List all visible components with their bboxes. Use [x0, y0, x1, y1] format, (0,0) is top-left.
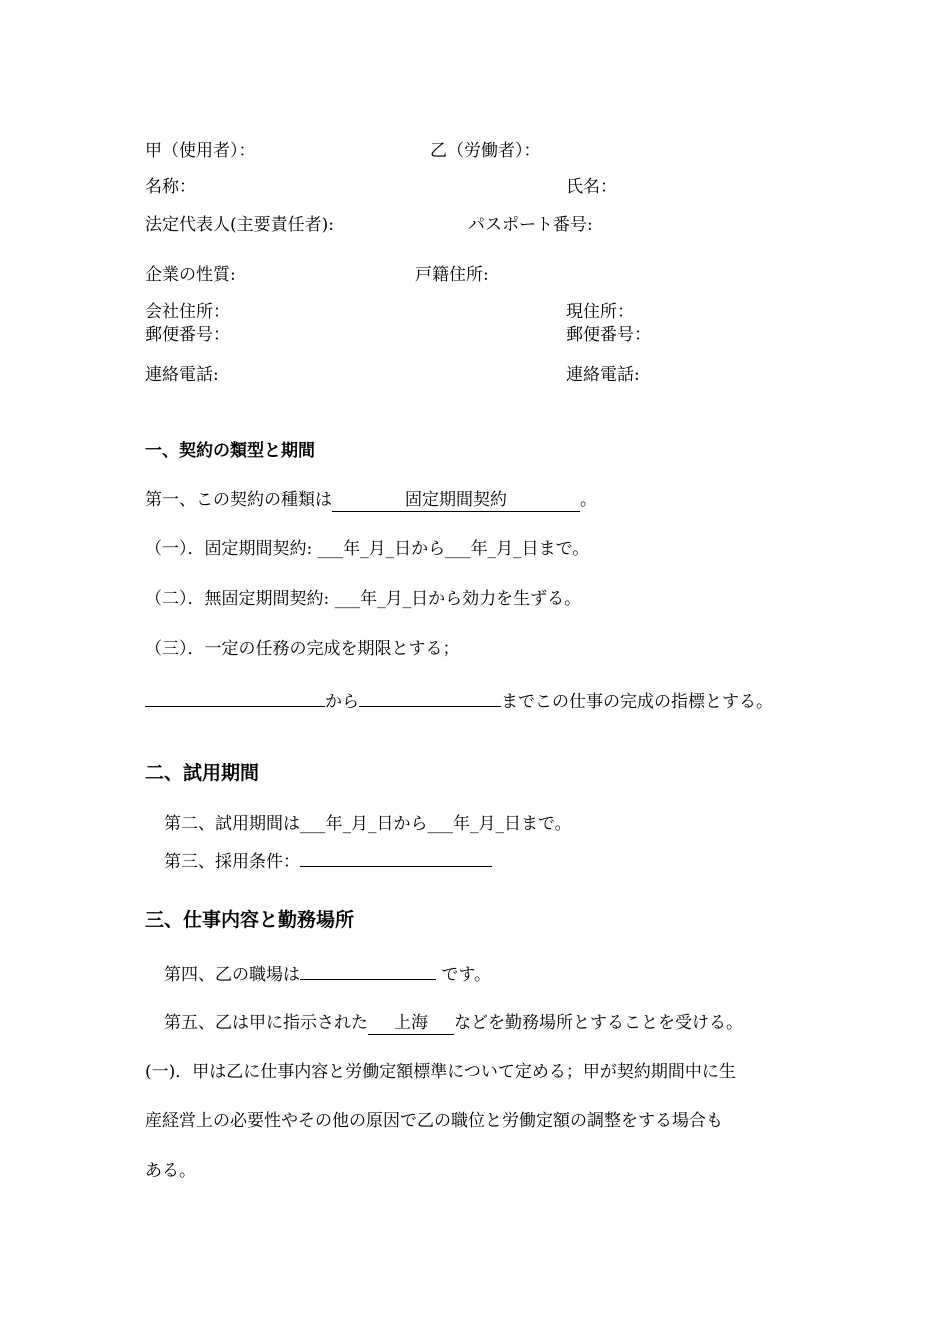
section-2-heading: 二、試用期間 [145, 762, 260, 784]
company-address-label: 会社住所： [145, 302, 230, 322]
contract-type-field: 固定期間契約 [332, 489, 580, 512]
representative-label: 法定代表人(主要責任者): [145, 215, 334, 235]
article-4-suffix: です。 [441, 965, 492, 985]
section-1-heading: 一、契約の類型と期間 [145, 441, 315, 461]
domicile-label: 戸籍住所: [415, 265, 489, 285]
article-5-prefix: 第五、乙は甲に指示された [164, 1013, 368, 1033]
name-a-label: 名称： [145, 177, 196, 197]
workplace-blank [300, 961, 436, 980]
article-1-prefix: 第一、この契約の種類は [145, 490, 332, 510]
task-start-blank [145, 688, 325, 707]
current-address-label: 現住所： [566, 302, 634, 322]
article-2: 第二、試用期間は___年_月_日から___年_月_日まで。 [164, 814, 572, 834]
article-5 [164, 1012, 743, 1035]
enterprise-nature-label: 企業の性質: [145, 265, 236, 285]
article-1 [145, 489, 597, 512]
postal-code-a-label: 郵便番号： [145, 325, 230, 345]
postal-code-b-label: 郵便番号： [566, 325, 651, 345]
task-to-text: までこの仕事の完成の指標とする。 [501, 692, 773, 712]
hiring-conditions-blank [300, 848, 492, 867]
paragraph-line-2: 産経営上の必要性やその他の原因で乙の職位と労働定額の調整をする場合も [145, 1111, 723, 1131]
name-b-label: 氏名： [566, 177, 617, 197]
party-b-label: 乙（労働者）： [430, 141, 541, 161]
paragraph-line-3: ある。 [145, 1161, 196, 1181]
article-3 [164, 848, 492, 873]
work-location-field: 上海 [368, 1012, 454, 1035]
article-5-suffix: などを勤務場所とすることを受ける。 [454, 1013, 743, 1033]
party-a-label: 甲（使用者）： [145, 141, 256, 161]
passport-label: パスポート番号: [468, 215, 593, 235]
item-open-term: （二）．無固定期間契約: ___年_月_日から効力を生ずる。 [145, 589, 582, 609]
article-4 [164, 961, 491, 986]
item-task-term: （三）．一定の任務の完成を期限とする； [145, 639, 460, 659]
phone-b-label: 連絡電話: [566, 365, 640, 385]
section-3-heading: 三、仕事内容と勤務場所 [145, 909, 355, 931]
item-fixed-term: （一）．固定期間契約: ___年_月_日から___年_月_日まで。 [145, 539, 590, 559]
task-period-line [145, 688, 773, 713]
phone-a-label: 連絡電話: [145, 365, 219, 385]
task-from-text: から [325, 692, 359, 712]
article-1-suffix: 。 [580, 490, 597, 510]
article-4-prefix: 第四、乙の職場は [164, 965, 300, 985]
article-3-label: 第三、採用条件： [164, 852, 300, 872]
paragraph-line-1: (一)．甲は乙に仕事内容と労働定額標準について定める；甲が契約期間中に生 [145, 1062, 736, 1082]
task-end-blank [359, 688, 501, 707]
